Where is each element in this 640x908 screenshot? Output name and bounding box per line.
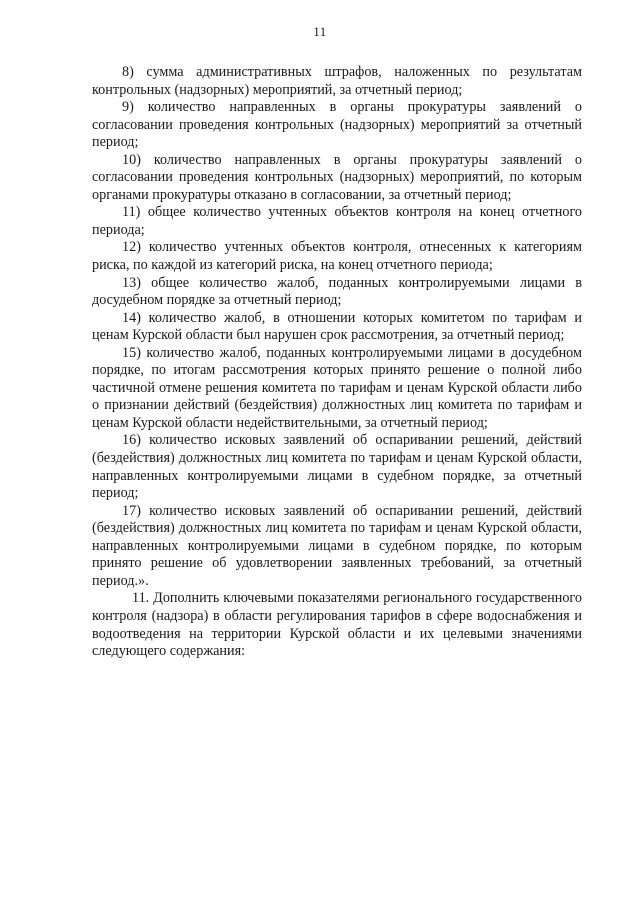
paragraph-item-11: 11) общее количество учтенных объектов контроля на конец отчетного периода; [92, 204, 582, 238]
paragraph-item-17: 17) количество исковых заявлений об оспаривании решений, действий (бездействия) должностных лиц комитета по тарифам и ценам Курской области, направленных контролируемыми лицами в судебном порядке, по которым принято решение об удовлетворении заявленных требований, за отчетный период.». [92, 502, 582, 589]
paragraph-item-10: 10) количество направленных в органы прокуратуры заявлений о согласовании проведения контрольных (надзорных) мероприятий, по которым органами прокуратуры отказано в согласовании, за отчетный период; [92, 151, 582, 203]
paragraph-item-15: 15) количество жалоб, поданных контролируемыми лицами в досудебном порядке, по итогам рассмотрения которых принято решение о полной либо частичной отмене решения комитета по тарифам и ценам Курской области либо о признании действий (бездействия) должностных лиц комитета по тарифам и ценам Курской области недействительными, за отчетный период; [92, 344, 582, 431]
paragraph-item-8: 8) сумма административных штрафов, наложенных по результатам контрольных (надзорных) мероприятий, за отчетный период; [92, 64, 582, 98]
paragraph-section-11: 11. Дополнить ключевыми показателями регионального государственного контроля (надзора) в области регулирования тарифов в сфере водоснабжения и водоотведения на территории Курской области и их целевыми значениями следующего содержания: [92, 590, 582, 660]
paragraph-item-12: 12) количество учтенных объектов контроля, отнесенных к категориям риска, по каждой из категорий риска, на конец отчетного периода; [92, 239, 582, 274]
paragraph-item-9: 9) количество направленных в органы прокуратуры заявлений о согласовании проведения контрольных (надзорных) мероприятий за отчетный период; [92, 99, 582, 151]
paragraph-item-13: 13) общее количество жалоб, поданных контролируемыми лицами в досудебном порядке за отчетный период; [92, 274, 582, 309]
document-body [92, 64, 582, 661]
paragraph-item-14: 14) количество жалоб, в отношении которых комитетом по тарифам и ценам Курской области был нарушен срок рассмотрения, за отчетный период; [92, 309, 582, 344]
paragraph-item-16: 16) количество исковых заявлений об оспаривании решений, действий (бездействия) должностных лиц комитета по тарифам и ценам Курской области, направленных контролируемыми лицами в судебном порядке, за отчетный период; [92, 432, 582, 502]
page-number: 11 [313, 24, 327, 39]
